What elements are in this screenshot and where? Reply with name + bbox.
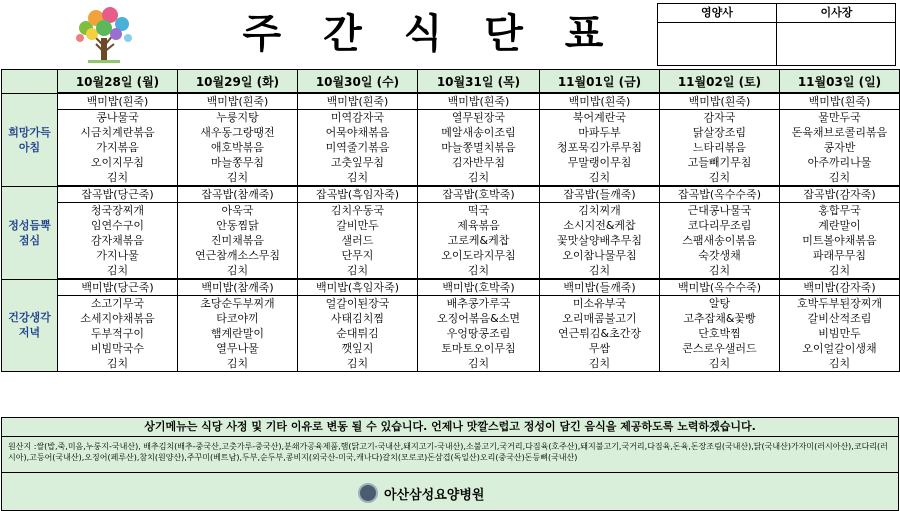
hospital-name: 아산삼성요양병원	[384, 487, 485, 503]
menu-item: 김치	[298, 263, 418, 279]
menu-item: 코다리무조림	[660, 218, 780, 233]
menu-item: 백미밥(당근죽)	[58, 279, 178, 296]
menu-item: 아주까리나물	[780, 155, 900, 170]
menu-row	[2, 110, 900, 126]
menu-row	[2, 170, 900, 186]
menu-row	[2, 326, 900, 341]
menu-row	[2, 140, 900, 155]
menu-item: 고로케&케찹	[418, 233, 540, 248]
menu-item: 백미밥(감자죽)	[780, 279, 900, 296]
day-header: 11월01일 (금)	[540, 70, 660, 94]
menu-item: 열무나물	[178, 341, 298, 356]
day-header: 10월29일 (화)	[178, 70, 298, 94]
menu-item: 알탕	[660, 296, 780, 312]
approval-nutritionist	[658, 4, 777, 65]
menu-item: 소세지야채볶음	[58, 311, 178, 326]
menu-item: 무쌈	[540, 341, 660, 356]
menu-item: 김치	[780, 263, 900, 279]
menu-item: 새우동그랑땡전	[178, 125, 298, 140]
menu-item: 김치	[298, 356, 418, 372]
menu-item: 애호박볶음	[178, 140, 298, 155]
page-title: 주 간 식 단 표	[242, 11, 618, 57]
menu-item: 마파두부	[540, 125, 660, 140]
menu-item: 콩자반	[780, 140, 900, 155]
menu-item: 감자국	[660, 110, 780, 126]
menu-item: 백미밥(흑임자죽)	[298, 279, 418, 296]
menu-item: 사태김치찜	[298, 311, 418, 326]
menu-item: 백미밥(호박죽)	[418, 279, 540, 296]
meal-label: 정성듬뿍 점심	[2, 186, 58, 279]
approval-label-director: 이사장	[777, 4, 896, 23]
menu-item: 갈비만두	[298, 218, 418, 233]
menu-item: 배추콩가루국	[418, 296, 540, 312]
meal-label: 희망가득 아침	[2, 93, 58, 186]
menu-item: 잡곡밥(들깨죽)	[540, 186, 660, 203]
menu-item: 콘스로우샐러드	[660, 341, 780, 356]
menu-body	[2, 93, 900, 372]
menu-item: 청국장찌개	[58, 203, 178, 219]
menu-item: 오이도라지무침	[418, 248, 540, 263]
menu-item: 메알새송이조림	[418, 125, 540, 140]
menu-item: 잡곡밥(흑임자죽)	[298, 186, 418, 203]
menu-item: 돈육채브로콜리볶음	[780, 125, 900, 140]
menu-item: 김치	[780, 356, 900, 372]
menu-row	[2, 296, 900, 312]
menu-item: 잡곡밥(옥수수죽)	[660, 186, 780, 203]
menu-item: 감자채볶음	[58, 233, 178, 248]
menu-item: 백미밥(흰죽)	[58, 93, 178, 110]
menu-row	[2, 203, 900, 219]
menu-item: 김치	[58, 170, 178, 186]
menu-item: 미트볼야채볶음	[780, 233, 900, 248]
menu-item: 오이지무침	[58, 155, 178, 170]
menu-item: 깻잎지	[298, 341, 418, 356]
header	[0, 0, 900, 68]
menu-item: 호박두부된장찌개	[780, 296, 900, 312]
menu-item: 가지나물	[58, 248, 178, 263]
menu-item: 고추잡채&꽃빵	[660, 311, 780, 326]
menu-item: 잡곡밥(참깨죽)	[178, 186, 298, 203]
menu-item: 마늘쫑무침	[178, 155, 298, 170]
day-header: 11월02일 (토)	[660, 70, 780, 94]
menu-item: 백미밥(흰죽)	[540, 93, 660, 110]
menu-item: 진미채볶음	[178, 233, 298, 248]
menu-item: 단무지	[298, 248, 418, 263]
menu-item: 김치	[660, 356, 780, 372]
menu-item: 연근참깨소스무침	[178, 248, 298, 263]
menu-item: 홍합무국	[780, 203, 900, 219]
menu-item: 김치	[660, 263, 780, 279]
menu-item: 백미밥(흰죽)	[298, 93, 418, 110]
menu-item: 느타리볶음	[660, 140, 780, 155]
menu-row	[2, 93, 900, 110]
approval-director	[777, 4, 896, 65]
menu-item: 콩나물국	[58, 110, 178, 126]
menu-item: 우엉땅콩조림	[418, 326, 540, 341]
day-header: 10월28일 (월)	[58, 70, 178, 94]
footer	[1, 473, 899, 511]
day-header: 10월30일 (수)	[298, 70, 418, 94]
corner-cell	[2, 70, 58, 94]
menu-item: 김치	[298, 170, 418, 186]
menu-item: 김치	[418, 263, 540, 279]
menu-item: 단호박찜	[660, 326, 780, 341]
menu-item: 아욱국	[178, 203, 298, 219]
menu-item: 연근튀김&초간장	[540, 326, 660, 341]
menu-item: 제육볶음	[418, 218, 540, 233]
menu-item: 소고기무국	[58, 296, 178, 312]
menu-item: 청포묵김가루무침	[540, 140, 660, 155]
menu-table	[1, 69, 900, 372]
menu-item: 마늘쫑멸치볶음	[418, 140, 540, 155]
menu-item: 백미밥(흰죽)	[418, 93, 540, 110]
menu-item: 안동찜닭	[178, 218, 298, 233]
hospital-emblem-icon	[358, 483, 378, 503]
menu-item: 숙갓생채	[660, 248, 780, 263]
menu-item: 떡국	[418, 203, 540, 219]
menu-item: 스팸새송이볶음	[660, 233, 780, 248]
menu-row	[2, 279, 900, 296]
menu-item: 백미밥(흰죽)	[780, 93, 900, 110]
menu-item: 김치	[540, 170, 660, 186]
menu-item: 고춧잎무침	[298, 155, 418, 170]
menu-item: 김자반무침	[418, 155, 540, 170]
menu-item: 미역줄기볶음	[298, 140, 418, 155]
menu-item: 얼갈이된장국	[298, 296, 418, 312]
menu-item: 김치	[178, 170, 298, 186]
menu-item: 오리매콤불고기	[540, 311, 660, 326]
menu-item: 김치	[540, 263, 660, 279]
menu-item: 닭살장조림	[660, 125, 780, 140]
origin-text: 원산지 :쌀(밥,죽,미음,누룽지-국내산), 배추김치(배추-중국산,고춧가루-중국산),분쇄가공육제품,햄(닭고기-국내산,돼지고기-국내산),소불고기,국거리,다짐육(호주산),돼지불고기,국거리,다짐육,돈육,돈장조림(국내산),닭(국내산)가자미(러시아산),코다리(러시아),고등어(국내산),오징어(페루산),참치(원양산),주꾸미(베트남),두부,순두부,콩비지(외국산-미국,캐나다)갈치(모로코)돈삼겹(독일산)오리(중국산)돈등뼈(국내산)	[1, 437, 899, 473]
menu-item: 타코야끼	[178, 311, 298, 326]
menu-row	[2, 233, 900, 248]
day-header: 10월31일 (목)	[418, 70, 540, 94]
menu-row	[2, 125, 900, 140]
menu-item: 잡곡밥(호박죽)	[418, 186, 540, 203]
menu-item: 비빔막국수	[58, 341, 178, 356]
menu-item: 비빔만두	[780, 326, 900, 341]
menu-item: 오이참나물무침	[540, 248, 660, 263]
menu-item: 계란말이	[780, 218, 900, 233]
hospital-signature	[358, 482, 484, 504]
menu-item: 시금치계란볶음	[58, 125, 178, 140]
menu-row	[2, 341, 900, 356]
menu-item: 백미밥(참깨죽)	[178, 279, 298, 296]
menu-item: 누룽지탕	[178, 110, 298, 126]
approval-box	[657, 3, 896, 66]
menu-item: 물만두국	[780, 110, 900, 126]
menu-item: 임연수구이	[58, 218, 178, 233]
menu-item: 김치	[780, 170, 900, 186]
menu-item: 토마토오이무침	[418, 341, 540, 356]
day-header-row	[2, 70, 900, 94]
menu-row	[2, 356, 900, 372]
menu-row	[2, 186, 900, 203]
menu-row	[2, 263, 900, 279]
menu-row	[2, 248, 900, 263]
menu-item: 백미밥(흰죽)	[178, 93, 298, 110]
menu-item: 김치우동국	[298, 203, 418, 219]
menu-item: 백미밥(들깨죽)	[540, 279, 660, 296]
menu-item: 미소유부국	[540, 296, 660, 312]
menu-item: 초당순두부찌개	[178, 296, 298, 312]
menu-item: 백미밥(흰죽)	[660, 93, 780, 110]
menu-item: 김치	[418, 170, 540, 186]
menu-item: 두부적구이	[58, 326, 178, 341]
menu-row	[2, 155, 900, 170]
menu-row	[2, 218, 900, 233]
menu-item: 근대콩나물국	[660, 203, 780, 219]
menu-item: 김치	[58, 263, 178, 279]
menu-item: 김치	[58, 356, 178, 372]
day-header: 11월03일 (일)	[780, 70, 900, 94]
meal-label: 건강생각 저녁	[2, 279, 58, 372]
menu-item: 오이얼갈이생채	[780, 341, 900, 356]
menu-item: 무말랭이무침	[540, 155, 660, 170]
menu-item: 김치	[540, 356, 660, 372]
menu-item: 가지볶음	[58, 140, 178, 155]
menu-item: 오징어볶음&소면	[418, 311, 540, 326]
menu-item: 김치	[660, 170, 780, 186]
menu-item: 갈비산적조림	[780, 311, 900, 326]
approval-label-nutritionist: 영양사	[658, 4, 776, 23]
menu-item: 북어계란국	[540, 110, 660, 126]
menu-item: 잡곡밥(당근죽)	[58, 186, 178, 203]
menu-item: 김치	[418, 356, 540, 372]
menu-row	[2, 311, 900, 326]
menu-item: 햄계란말이	[178, 326, 298, 341]
menu-item: 백미밥(옥수수죽)	[660, 279, 780, 296]
menu-item: 꽃맛살양배추무침	[540, 233, 660, 248]
menu-item: 김치	[178, 263, 298, 279]
menu-item: 파래무무침	[780, 248, 900, 263]
menu-item: 순대튀김	[298, 326, 418, 341]
notice-text: 상기메뉴는 식당 사정 및 기타 이유로 변동 될 수 있습니다. 언제나 맛깔스럽고 정성이 담긴 음식을 제공하도록 노력하겠습니다.	[1, 417, 899, 437]
menu-item: 샐러드	[298, 233, 418, 248]
menu-item: 미역감자국	[298, 110, 418, 126]
menu-item: 잡곡밥(감자죽)	[780, 186, 900, 203]
menu-item: 김치찌개	[540, 203, 660, 219]
tree-logo-icon	[68, 2, 140, 66]
menu-item: 고들빼기무침	[660, 155, 780, 170]
menu-item: 열무된장국	[418, 110, 540, 126]
menu-item: 소시지전&케찹	[540, 218, 660, 233]
menu-item: 김치	[178, 356, 298, 372]
menu-item: 어묵야채볶음	[298, 125, 418, 140]
